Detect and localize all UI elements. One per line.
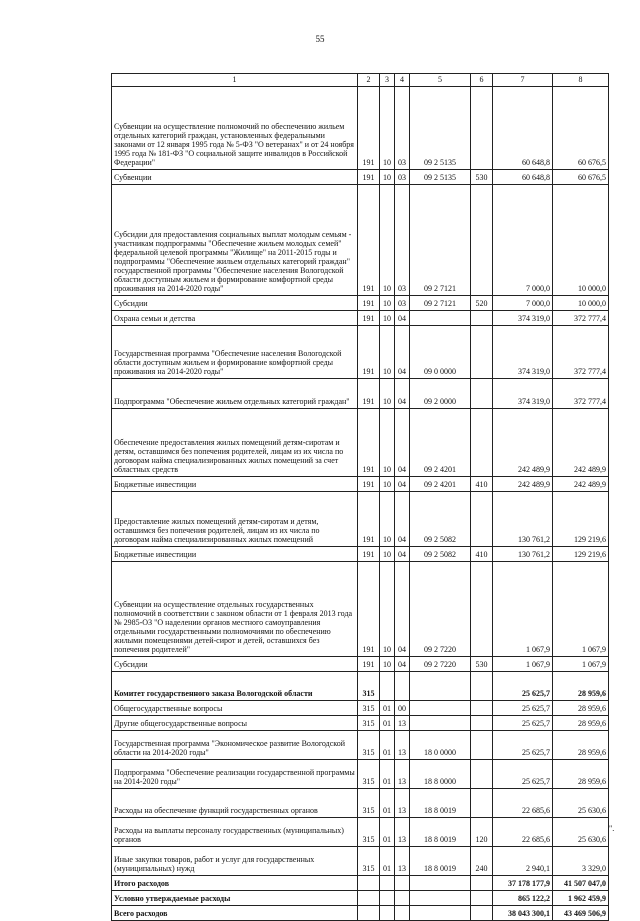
row-admin-code: 191 [358, 657, 380, 672]
row-admin-code: 315 [358, 672, 380, 701]
row-section [380, 876, 395, 891]
row-amount-2015: 38 043 300,1 [493, 906, 553, 921]
table-row [112, 818, 609, 847]
row-name: Обеспечение предоставления жилых помещений детям-сиротам и детям, оставшимся без попечения родителей, лицам из их числа по договорам найма специализированных жилых помещений за счет областных средств [112, 409, 358, 477]
row-target-article: 09 2 5135 [410, 87, 471, 170]
row-amount-2016: 60 676,5 [553, 87, 609, 170]
row-target-article [410, 876, 471, 891]
row-admin-code: 191 [358, 477, 380, 492]
row-amount-2015: 22 685,6 [493, 818, 553, 847]
row-subsection: 04 [395, 379, 410, 409]
row-subsection: 03 [395, 185, 410, 296]
table-row [112, 379, 609, 409]
row-target-article: 09 2 7220 [410, 657, 471, 672]
budget-table [111, 73, 609, 921]
row-admin-code: 191 [358, 409, 380, 477]
row-amount-2016: 41 507 047,0 [553, 876, 609, 891]
row-target-article [410, 672, 471, 701]
row-amount-2016: 60 676,5 [553, 170, 609, 185]
row-admin-code: 191 [358, 562, 380, 657]
row-amount-2016: 28 959,6 [553, 701, 609, 716]
row-admin-code: 315 [358, 701, 380, 716]
row-expense-type [471, 789, 493, 818]
row-amount-2015: 2 940,1 [493, 847, 553, 876]
header-col-8: 8 [553, 74, 609, 87]
row-name: Государственная программа "Экономическое развитие Вологодской области на 2014-2020 годы" [112, 731, 358, 760]
row-amount-2015: 25 625,7 [493, 760, 553, 789]
row-amount-2015: 25 625,7 [493, 731, 553, 760]
table-row [112, 847, 609, 876]
row-amount-2016: 43 469 506,9 [553, 906, 609, 921]
row-amount-2016: 242 489,9 [553, 477, 609, 492]
row-amount-2015: 374 319,0 [493, 326, 553, 379]
table-row [112, 657, 609, 672]
row-name: Субсидии для предоставления социальных выплат молодым семьям - участникам подпрограммы "Обеспечение жильем молодых семей" федеральной целевой программы "Жилище" на 2011-2015 годы и подпрограммы "Обеспечение жильем отдельных категорий граждан" государственной программы "Обеспечение населения Вологодской области доступным жильем и формирование комфортной среды проживания на 2014-2020 годы" [112, 185, 358, 296]
row-name: Подпрограмма "Обеспечение жильем отдельных категорий граждан" [112, 379, 358, 409]
row-name: Подпрограмма "Обеспечение реализации государственной программы на 2014-2020 годы" [112, 760, 358, 789]
row-admin-code: 191 [358, 311, 380, 326]
row-amount-2015: 22 685,6 [493, 789, 553, 818]
row-amount-2016: 28 959,6 [553, 760, 609, 789]
row-name: Другие общегосударственные вопросы [112, 716, 358, 731]
row-name: Условно утверждаемые расходы [112, 891, 358, 906]
row-amount-2015: 130 761,2 [493, 547, 553, 562]
row-expense-type [471, 760, 493, 789]
row-target-article [410, 906, 471, 921]
row-expense-type [471, 906, 493, 921]
row-name: Иные закупки товаров, работ и услуг для государственных (муниципальных) нужд [112, 847, 358, 876]
table-row [112, 409, 609, 477]
row-section: 10 [380, 409, 395, 477]
row-expense-type [471, 891, 493, 906]
row-subsection: 13 [395, 818, 410, 847]
row-section: 01 [380, 818, 395, 847]
row-amount-2015: 374 319,0 [493, 379, 553, 409]
row-target-article: 09 2 0000 [410, 379, 471, 409]
row-section: 10 [380, 170, 395, 185]
row-section: 10 [380, 296, 395, 311]
table-row [112, 87, 609, 170]
row-target-article: 09 2 5082 [410, 547, 471, 562]
table-row [112, 326, 609, 379]
page-number: 55 [315, 34, 325, 44]
row-expense-type: 120 [471, 818, 493, 847]
row-amount-2015: 7 000,0 [493, 185, 553, 296]
row-section: 01 [380, 701, 395, 716]
row-subsection: 13 [395, 847, 410, 876]
row-name: Итого расходов [112, 876, 358, 891]
row-subsection: 04 [395, 326, 410, 379]
row-expense-type [471, 409, 493, 477]
row-section: 01 [380, 731, 395, 760]
row-admin-code: 191 [358, 379, 380, 409]
header-col-6: 6 [471, 74, 493, 87]
row-amount-2015: 865 122,2 [493, 891, 553, 906]
closing-quote-mark: ". [609, 824, 615, 833]
row-amount-2016: 28 959,6 [553, 716, 609, 731]
row-amount-2016: 1 962 459,9 [553, 891, 609, 906]
row-amount-2015: 242 489,9 [493, 477, 553, 492]
row-section: 10 [380, 477, 395, 492]
row-amount-2015: 1 067,9 [493, 562, 553, 657]
row-amount-2015: 60 648,8 [493, 87, 553, 170]
row-expense-type: 410 [471, 477, 493, 492]
row-name: Всего расходов [112, 906, 358, 921]
row-expense-type [471, 87, 493, 170]
row-admin-code: 191 [358, 87, 380, 170]
table-row [112, 789, 609, 818]
row-section: 01 [380, 760, 395, 789]
row-expense-type: 530 [471, 170, 493, 185]
row-amount-2015: 242 489,9 [493, 409, 553, 477]
row-admin-code: 315 [358, 731, 380, 760]
row-amount-2016: 10 000,0 [553, 185, 609, 296]
table-row [112, 906, 609, 921]
table-row [112, 296, 609, 311]
row-admin-code: 191 [358, 170, 380, 185]
row-amount-2015: 25 625,7 [493, 672, 553, 701]
row-admin-code [358, 876, 380, 891]
row-section [380, 672, 395, 701]
row-subsection [395, 672, 410, 701]
row-name: Охрана семьи и детства [112, 311, 358, 326]
row-subsection [395, 876, 410, 891]
row-admin-code: 315 [358, 818, 380, 847]
row-section: 10 [380, 562, 395, 657]
table-row [112, 891, 609, 906]
header-col-2: 2 [358, 74, 380, 87]
row-section: 10 [380, 547, 395, 562]
row-target-article: 09 0 0000 [410, 326, 471, 379]
row-amount-2016: 10 000,0 [553, 296, 609, 311]
row-expense-type: 520 [471, 296, 493, 311]
row-section [380, 891, 395, 906]
row-expense-type [471, 311, 493, 326]
row-amount-2016: 3 329,0 [553, 847, 609, 876]
row-target-article: 18 8 0000 [410, 760, 471, 789]
row-admin-code: 315 [358, 789, 380, 818]
row-amount-2016: 129 219,6 [553, 547, 609, 562]
row-name: Комитет государственного заказа Вологодской области [112, 672, 358, 701]
row-name: Субсидии [112, 296, 358, 311]
row-expense-type [471, 562, 493, 657]
row-amount-2016: 372 777,4 [553, 326, 609, 379]
row-expense-type [471, 701, 493, 716]
table-row [112, 547, 609, 562]
row-target-article: 09 2 5135 [410, 170, 471, 185]
column-number-header [112, 74, 609, 87]
row-name: Субвенции на осуществление полномочий по обеспечению жильем отдельных категорий граждан, установленных федеральными законами от 12 января 1995 года № 5-ФЗ "О ветеранах" и от 24 ноября 1995 года № 181-ФЗ "О социальной защите инвалидов в Российской Федерации" [112, 87, 358, 170]
row-expense-type [471, 672, 493, 701]
row-subsection: 03 [395, 170, 410, 185]
row-subsection [395, 906, 410, 921]
row-subsection: 00 [395, 701, 410, 716]
row-section: 01 [380, 847, 395, 876]
row-expense-type [471, 185, 493, 296]
row-admin-code: 315 [358, 760, 380, 789]
row-name: Субсидии [112, 657, 358, 672]
row-subsection: 03 [395, 87, 410, 170]
row-name: Государственная программа "Обеспечение населения Вологодской области доступным жильем и формирование комфортной среды проживания на 2014-2020 годы" [112, 326, 358, 379]
row-subsection: 13 [395, 731, 410, 760]
row-amount-2016: 25 630,6 [553, 818, 609, 847]
row-amount-2016: 372 777,4 [553, 311, 609, 326]
row-expense-type [471, 716, 493, 731]
row-subsection: 13 [395, 760, 410, 789]
header-col-3: 3 [380, 74, 395, 87]
row-section: 10 [380, 87, 395, 170]
row-amount-2016: 28 959,6 [553, 731, 609, 760]
row-section: 01 [380, 716, 395, 731]
row-amount-2016: 25 630,6 [553, 789, 609, 818]
table-row [112, 760, 609, 789]
row-name: Субвенции [112, 170, 358, 185]
row-admin-code [358, 891, 380, 906]
row-subsection: 13 [395, 789, 410, 818]
row-expense-type: 240 [471, 847, 493, 876]
table-row [112, 672, 609, 701]
row-target-article: 09 2 5082 [410, 492, 471, 547]
row-section: 01 [380, 789, 395, 818]
row-amount-2015: 7 000,0 [493, 296, 553, 311]
row-amount-2016: 1 067,9 [553, 562, 609, 657]
table-row [112, 170, 609, 185]
row-target-article: 09 2 7220 [410, 562, 471, 657]
row-name: Бюджетные инвестиции [112, 547, 358, 562]
row-subsection: 04 [395, 409, 410, 477]
table-row [112, 562, 609, 657]
row-amount-2016: 28 959,6 [553, 672, 609, 701]
header-col-4: 4 [395, 74, 410, 87]
row-admin-code [358, 906, 380, 921]
row-expense-type [471, 876, 493, 891]
row-expense-type [471, 492, 493, 547]
table-row [112, 876, 609, 891]
row-subsection: 04 [395, 477, 410, 492]
table-row [112, 477, 609, 492]
row-amount-2016: 129 219,6 [553, 492, 609, 547]
row-subsection: 04 [395, 562, 410, 657]
row-section: 10 [380, 185, 395, 296]
row-section: 10 [380, 326, 395, 379]
row-amount-2016: 372 777,4 [553, 379, 609, 409]
row-amount-2015: 37 178 177,9 [493, 876, 553, 891]
row-target-article: 09 2 4201 [410, 409, 471, 477]
row-name: Расходы на выплаты персоналу государственных (муниципальных) органов [112, 818, 358, 847]
row-admin-code: 191 [358, 547, 380, 562]
row-amount-2015: 25 625,7 [493, 701, 553, 716]
row-target-article: 09 2 4201 [410, 477, 471, 492]
row-target-article [410, 311, 471, 326]
row-name: Расходы на обеспечение функций государственных органов [112, 789, 358, 818]
row-section: 10 [380, 311, 395, 326]
row-target-article [410, 716, 471, 731]
row-admin-code: 315 [358, 847, 380, 876]
row-admin-code: 191 [358, 296, 380, 311]
row-target-article: 18 0 0000 [410, 731, 471, 760]
row-amount-2016: 242 489,9 [553, 409, 609, 477]
table-row [112, 716, 609, 731]
row-target-article: 09 2 7121 [410, 296, 471, 311]
row-target-article [410, 701, 471, 716]
row-subsection: 04 [395, 547, 410, 562]
table-row [112, 492, 609, 547]
row-subsection: 04 [395, 311, 410, 326]
row-subsection: 04 [395, 492, 410, 547]
row-amount-2015: 25 625,7 [493, 716, 553, 731]
row-name: Общегосударственные вопросы [112, 701, 358, 716]
row-admin-code: 191 [358, 492, 380, 547]
row-expense-type [471, 379, 493, 409]
row-name: Субвенции на осуществление отдельных государственных полномочий в соответствии с законом области от 1 февраля 2013 года № 2985-ОЗ "О наделении органов местного самоуправления отдельными государственными полномочиями по обеспечению жилыми помещениями детей-сирот и детей, оставшихся без попечения родителей" [112, 562, 358, 657]
row-target-article: 18 8 0019 [410, 847, 471, 876]
row-target-article: 18 8 0019 [410, 789, 471, 818]
header-col-7: 7 [493, 74, 553, 87]
row-amount-2016: 1 067,9 [553, 657, 609, 672]
row-target-article [410, 891, 471, 906]
header-col-5: 5 [410, 74, 471, 87]
row-amount-2015: 60 648,8 [493, 170, 553, 185]
row-name: Предоставление жилых помещений детям-сиротам и детям, оставшимся без попечения родителей, лицам из их числа по договорам найма специализированных жилых помещений [112, 492, 358, 547]
row-admin-code: 191 [358, 326, 380, 379]
row-target-article: 09 2 7121 [410, 185, 471, 296]
row-target-article: 18 8 0019 [410, 818, 471, 847]
header-col-1: 1 [112, 74, 358, 87]
row-expense-type: 410 [471, 547, 493, 562]
row-admin-code: 191 [358, 185, 380, 296]
row-subsection: 03 [395, 296, 410, 311]
row-section: 10 [380, 492, 395, 547]
row-subsection [395, 891, 410, 906]
row-section: 10 [380, 379, 395, 409]
row-subsection: 13 [395, 716, 410, 731]
row-amount-2015: 374 319,0 [493, 311, 553, 326]
table-row [112, 311, 609, 326]
row-expense-type: 530 [471, 657, 493, 672]
table-row [112, 731, 609, 760]
row-expense-type [471, 326, 493, 379]
row-section: 10 [380, 657, 395, 672]
table-row [112, 185, 609, 296]
row-amount-2015: 1 067,9 [493, 657, 553, 672]
table-row [112, 701, 609, 716]
row-section [380, 906, 395, 921]
row-name: Бюджетные инвестиции [112, 477, 358, 492]
row-expense-type [471, 731, 493, 760]
row-admin-code: 315 [358, 716, 380, 731]
row-amount-2015: 130 761,2 [493, 492, 553, 547]
row-subsection: 04 [395, 657, 410, 672]
